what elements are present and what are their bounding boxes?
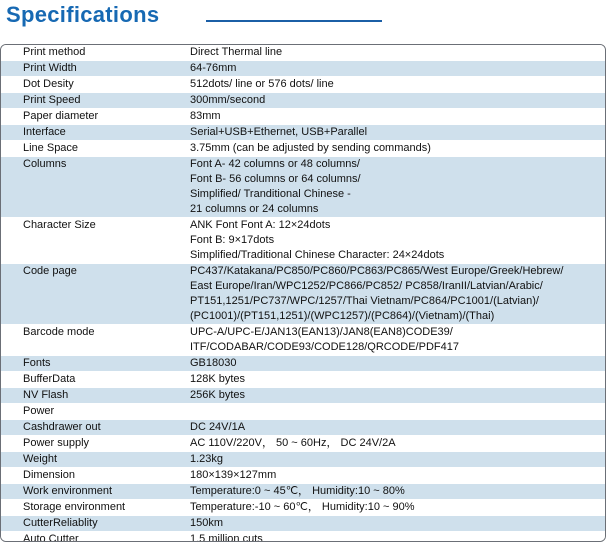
spec-row [1,372,605,388]
spec-value [184,325,605,356]
spec-label: Fonts [1,356,184,372]
spec-label: Weight [1,452,184,468]
spec-label: Code page [1,264,184,325]
spec-value-line: East Europe/Iran/WPC1252/PC866/PC852/ PC858/IranII/Latvian/Arabic/ [190,280,543,292]
spec-value-line: Serial+USB+Ethernet, USB+Parallel [190,126,368,138]
spec-value-line: 64-76mm [190,62,237,74]
spec-row [1,388,605,404]
spec-value-line: ITF/CODABAR/CODE93/CODE128/QRCODE/PDF417 [190,341,459,353]
spec-value-line: Font A- 42 columns or 48 columns/ [190,158,360,170]
spec-label: Columns [1,157,184,218]
spec-value-line: Simplified/Traditional Chinese Character: 24×24dots [190,249,445,261]
spec-row [1,45,605,61]
spec-row [1,141,605,157]
spec-label: Dot Desity [1,77,184,93]
spec-value-line: Simplified/ Tranditional Chinese - [190,188,351,200]
spec-table-body [1,45,605,542]
spec-value-line: 180×139×127mm [190,469,277,481]
spec-value [184,109,605,125]
spec-row [1,218,605,264]
spec-value-line: 83mm [190,110,221,122]
spec-value [184,45,605,61]
spec-value-line: 21 columns or 24 columns [190,203,319,215]
spec-label: Storage environment [1,500,184,516]
spec-label: NV Flash [1,388,184,404]
spec-value-line: 3.75mm (can be adjusted by sending commands) [190,142,431,154]
spec-label: Line Space [1,141,184,157]
spec-value [184,436,605,452]
spec-value-line: 512dots/ line or 576 dots/ line [190,78,334,90]
spec-row [1,264,605,325]
spec-row [1,452,605,468]
spec-row [1,436,605,452]
spec-value [184,452,605,468]
spec-value [184,93,605,109]
spec-value-line: Font B: 9×17dots [190,234,275,246]
spec-row [1,61,605,77]
spec-label: Barcode mode [1,325,184,356]
spec-row [1,125,605,141]
spec-label: Interface [1,125,184,141]
spec-row [1,532,605,543]
spec-value [184,125,605,141]
spec-label: Dimension [1,468,184,484]
spec-value [184,404,605,420]
spec-row [1,109,605,125]
spec-value-line: PT151,1251/PC737/WPC/1257/Thai Vietnam/PC864/PC1001/(Latvian)/ [190,295,539,307]
spec-value-line: 256K bytes [190,389,246,401]
spec-value [184,372,605,388]
title-underline [206,20,382,22]
page-title: Specifications [6,2,160,27]
spec-value-line [190,404,605,419]
spec-value [184,61,605,77]
spec-value [184,218,605,264]
spec-value [184,532,605,543]
spec-value-line: ANK Font Font A: 12×24dots [190,219,331,231]
spec-value [184,484,605,500]
spec-row [1,356,605,372]
spec-label: Auto Cutter [1,532,184,543]
spec-value [184,516,605,532]
spec-value-line: GB18030 [190,357,237,369]
spec-value-line: DC 24V/1A [190,421,246,433]
spec-row [1,325,605,356]
spec-row [1,516,605,532]
spec-value [184,468,605,484]
spec-value-line: 1.23kg [190,453,224,465]
spec-label: Print method [1,45,184,61]
spec-value-line: PC437/Katakana/PC850/PC860/PC863/PC865/West Europe/Greek/Hebrew/ [190,265,564,277]
spec-value-line: 1.5 million cuts [190,533,263,542]
spec-label: Work environment [1,484,184,500]
spec-label: Cashdrawer out [1,420,184,436]
spec-table [1,45,605,542]
spec-value [184,77,605,93]
spec-value-line: (PC1001)/(PT151,1251)/(WPC1257)/(PC864)/(Vietnam)/(Thai) [190,310,495,322]
spec-row [1,468,605,484]
spec-value [184,420,605,436]
spec-value [184,356,605,372]
spec-value-line: Temperature:-10 ~ 60℃， Humidity:10 ~ 90% [190,501,415,513]
spec-value [184,264,605,325]
spec-label: BufferData [1,372,184,388]
spec-value [184,388,605,404]
spec-value [184,157,605,218]
spec-row [1,420,605,436]
spec-value-line: 150km [190,517,224,529]
spec-value-line: AC 110V/220V， 50 ~ 60Hz， DC 24V/2A [190,437,396,449]
spec-value-line: 128K bytes [190,373,246,385]
spec-value-line: Direct Thermal line [190,46,283,58]
spec-value [184,141,605,157]
spec-label: Print Speed [1,93,184,109]
spec-label: Print Width [1,61,184,77]
spec-value [184,500,605,516]
spec-row [1,484,605,500]
header [0,0,608,40]
spec-row [1,77,605,93]
spec-row [1,157,605,218]
spec-row [1,404,605,420]
spec-value-line: Font B- 56 columns or 64 columns/ [190,173,361,185]
spec-value-line: 300mm/second [190,94,266,106]
spec-row [1,93,605,109]
spec-label: Power [1,404,184,420]
spec-table-frame [0,44,606,542]
spec-label: Power supply [1,436,184,452]
spec-value-line: Temperature:0 ~ 45℃， Humidity:10 ~ 80% [190,485,405,497]
spec-label: CutterReliablity [1,516,184,532]
spec-value-line: UPC-A/UPC-E/JAN13(EAN13)/JAN8(EAN8)CODE39/ [190,326,453,338]
spec-label: Paper diameter [1,109,184,125]
spec-row [1,500,605,516]
spec-label: Character Size [1,218,184,264]
